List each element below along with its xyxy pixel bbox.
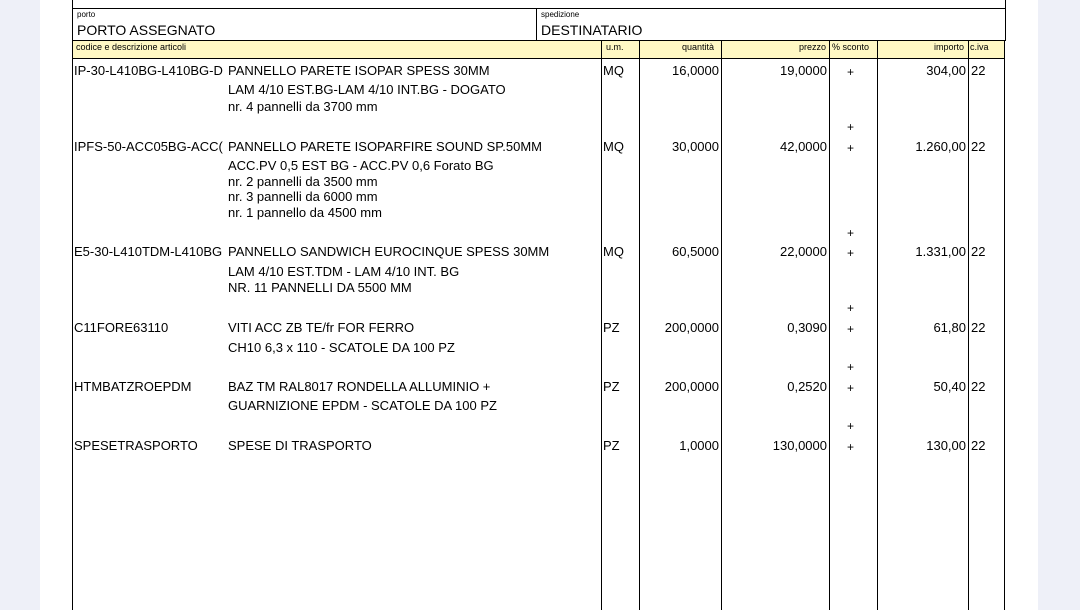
item-description: LAM 4/10 EST.TDM - LAM 4/10 INT. BG [228,264,460,279]
porto-label: porto [77,10,96,19]
item-description: nr. 4 pannelli da 3700 mm [228,99,378,114]
item-description: PANNELLO PARETE ISOPARFIRE SOUND SP.50MM [228,139,543,154]
item-quantita: 16,0000 [672,63,719,78]
item-iva: 22 [971,438,986,453]
item-sconto: + [847,246,855,260]
item-um: MQ [603,139,624,154]
item-importo: 61,80 [933,320,966,335]
item-description: SPESE DI TRASPORTO [228,438,372,453]
item-sconto: + [847,65,855,79]
spedizione-label: spedizione [541,10,580,19]
col-quantita-header: quantità [681,42,714,52]
item-sconto: + [847,440,855,454]
item-description: BAZ TM RAL8017 RONDELLA ALLUMINIO + [228,379,491,394]
row-separator-plus: + [847,360,855,374]
spedizione-value: DESTINATARIO [541,22,643,38]
col-um-header: u.m. [606,42,624,52]
col-iva-header: c.iva [970,42,989,52]
col-prezzo-header: prezzo [798,42,826,52]
item-description: CH10 6,3 x 110 - SCATOLE DA 100 PZ [228,340,455,355]
item-description: GUARNIZIONE EPDM - SCATOLE DA 100 PZ [228,398,497,413]
item-prezzo: 0,2520 [787,379,827,394]
item-iva: 22 [971,379,986,394]
item-code: E5-30-L410TDM-L410BG [74,244,223,259]
item-um: MQ [603,244,624,259]
row-separator-plus: + [847,226,855,240]
item-importo: 50,40 [933,379,966,394]
invoice-page [40,0,1038,610]
item-description: LAM 4/10 EST.BG-LAM 4/10 INT.BG - DOGATO [228,82,506,97]
item-description: PANNELLO PARETE ISOPAR SPESS 30MM [228,63,490,78]
col-codice-header: codice e descrizione articoli [76,42,187,52]
item-um: PZ [603,438,620,453]
spedizione-field [536,8,1006,41]
item-description: ACC.PV 0,5 EST BG - ACC.PV 0,6 Forato BG [228,158,494,173]
item-prezzo: 19,0000 [780,63,827,78]
grid-line [968,40,969,610]
col-importo-header: importo [933,42,964,52]
item-description: nr. 3 pannelli da 6000 mm [228,189,378,204]
item-importo: 1.331,00 [915,244,966,259]
item-importo: 1.260,00 [915,139,966,154]
item-quantita: 200,0000 [664,379,719,394]
item-iva: 22 [971,139,986,154]
item-quantita: 60,5000 [672,244,719,259]
item-prezzo: 130,0000 [772,438,827,453]
item-importo: 130,00 [926,438,966,453]
item-code: HTMBATZROEPDM [74,379,192,394]
col-sconto-header: % sconto [832,42,870,52]
item-code: IPFS-50-ACC05BG-ACC( [74,139,223,154]
item-description: nr. 2 pannelli da 3500 mm [228,174,378,189]
item-code: SPESETRASPORTO [74,438,198,453]
item-code: C11FORE63110 [74,320,169,335]
item-sconto: + [847,322,855,336]
row-separator-plus: + [847,301,855,315]
grid-line [829,40,830,610]
item-prezzo: 42,0000 [780,139,827,154]
item-description: VITI ACC ZB TE/fr FOR FERRO [228,320,415,335]
row-separator-plus: + [847,419,855,433]
item-prezzo: 22,0000 [780,244,827,259]
item-importo: 304,00 [926,63,966,78]
porto-field [72,8,538,41]
item-sconto: + [847,381,855,395]
porto-value: PORTO ASSEGNATO [77,22,216,38]
item-quantita: 30,0000 [672,139,719,154]
item-iva: 22 [971,320,986,335]
item-quantita: 200,0000 [664,320,719,335]
item-code: IP-30-L410BG-L410BG-D [74,63,223,78]
item-prezzo: 0,3090 [787,320,827,335]
item-um: PZ [603,320,620,335]
item-sconto: + [847,141,855,155]
grid-line [601,40,602,610]
item-um: MQ [603,63,624,78]
item-description: NR. 11 PANNELLI DA 5500 MM [228,280,412,295]
item-description: PANNELLO SANDWICH EUROCINQUE SPESS 30MM [228,244,550,259]
item-quantita: 1,0000 [679,438,719,453]
item-um: PZ [603,379,620,394]
grid-line [72,40,73,610]
item-description: nr. 1 pannello da 4500 mm [228,205,382,220]
grid-line [1004,40,1005,610]
item-iva: 22 [971,63,986,78]
row-separator-plus: + [847,120,855,134]
item-iva: 22 [971,244,986,259]
